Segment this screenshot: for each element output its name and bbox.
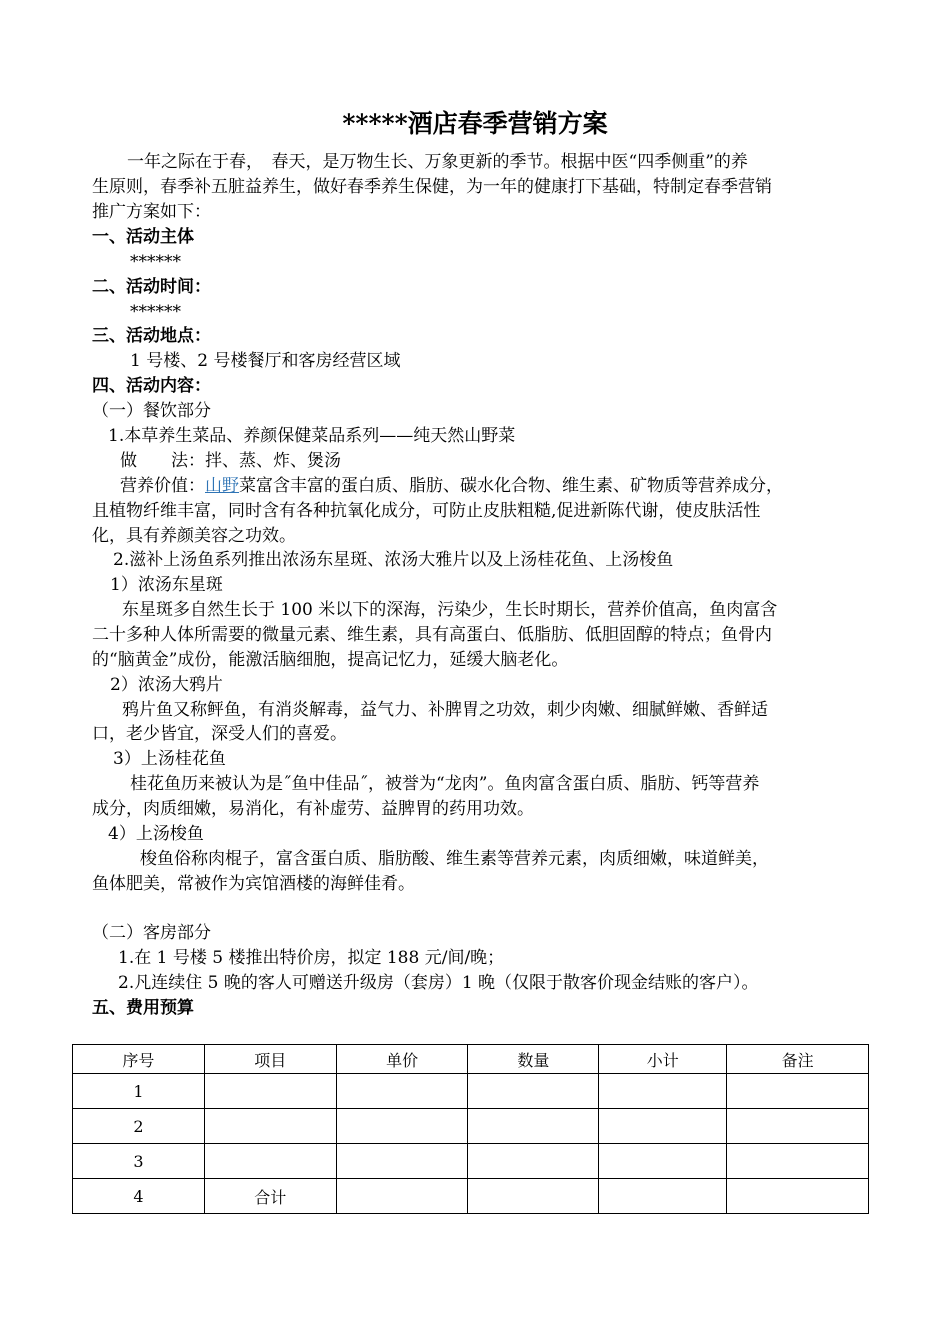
rooms-heading: （二）客房部分 — [92, 923, 211, 943]
fish-2-title: 2）浓汤大鸦片 — [110, 675, 223, 695]
catering-item-1-method: 做 法：拌、蒸、炸、煲汤 — [120, 451, 341, 471]
table-cell — [336, 1074, 468, 1109]
fish-4-line-1: 梭鱼俗称肉棍子，富含蛋白质、脂肪酸、维生素等营养元素，肉质细嫩，味道鲜美， — [140, 849, 769, 869]
shanye-link[interactable]: 山野 — [205, 476, 239, 496]
section-value-1: ****** — [130, 252, 181, 272]
header-cell-index: 序号 — [73, 1045, 205, 1074]
catering-item-1-value-line-2: 且植物纤维丰富，同时含有各种抗氧化成分，可防止皮肤粗糙,促进新陈代谢，使皮肤活性 — [92, 501, 761, 521]
table-cell — [468, 1109, 599, 1144]
budget-table — [72, 1044, 869, 1214]
fish-2-line-2: 口，老少皆宜，深受人们的喜爱。 — [92, 724, 347, 744]
table-cell — [468, 1144, 599, 1179]
section-heading-3: 三、活动地点： — [92, 326, 211, 346]
table-cell: 4 — [73, 1179, 205, 1214]
header-cell-remarks: 备注 — [727, 1045, 869, 1074]
section-heading-4: 四、活动内容： — [92, 376, 211, 396]
fish-1-line-2: 二十多种人体所需要的微量元素、维生素，具有高蛋白、低脂肪、低胆固醇的特点；鱼骨内 — [92, 625, 772, 645]
table-cell — [599, 1144, 727, 1179]
table-cell — [727, 1144, 869, 1179]
catering-heading: （一）餐饮部分 — [92, 401, 211, 421]
fish-3-line-2: 成分，肉质细嫩，易消化，有补虚劳、益脾胃的药用功效。 — [92, 799, 534, 819]
fish-2-line-1: 鸦片鱼又称鲆鱼，有消炎解毒，益气力、补脾胃之功效，刺少肉嫩、细腻鲜嫩、香鲜适 — [122, 700, 768, 720]
table-cell — [468, 1179, 599, 1214]
table-row — [73, 1074, 869, 1109]
table-cell — [204, 1144, 336, 1179]
table-cell — [727, 1074, 869, 1109]
catering-item-1-title: 1.本草养生菜品、养颜保健菜品系列——纯天然山野菜 — [108, 426, 516, 446]
header-cell-subtotal: 小计 — [599, 1045, 727, 1074]
table-cell — [204, 1109, 336, 1144]
table-cell: 合计 — [204, 1179, 336, 1214]
table-cell — [727, 1109, 869, 1144]
table-cell — [599, 1109, 727, 1144]
value-prefix: 营养价值： — [120, 476, 205, 496]
table-cell — [599, 1074, 727, 1109]
header-cell-item: 项目 — [204, 1045, 336, 1074]
table-cell: 2 — [73, 1109, 205, 1144]
fish-3-title: 3）上汤桂花鱼 — [113, 749, 226, 769]
table-cell — [336, 1179, 468, 1214]
table-cell — [336, 1144, 468, 1179]
section-value-3: 1 号楼、2 号楼餐厅和客房经营区域 — [130, 351, 401, 371]
intro-line-1: 一年之际在于春， 春天，是万物生长、万象更新的季节。根据中医“四季侧重”的养 — [127, 152, 748, 172]
table-row — [73, 1144, 869, 1179]
fish-4-line-2: 鱼体肥美，常被作为宾馆酒楼的海鲜佳肴。 — [92, 874, 415, 894]
table-header-row — [73, 1045, 869, 1074]
table-cell — [336, 1109, 468, 1144]
rooms-item-1: 1.在 1 号楼 5 楼推出特价房，拟定 188 元/间/晚； — [118, 948, 505, 968]
fish-1-title: 1）浓汤东星斑 — [110, 575, 223, 595]
catering-item-1-value-line-3: 化，具有养颜美容之功效。 — [92, 526, 296, 546]
header-cell-quantity: 数量 — [468, 1045, 599, 1074]
table-cell — [599, 1179, 727, 1214]
fish-4-title: 4）上汤梭鱼 — [108, 824, 204, 844]
table-row — [73, 1179, 869, 1214]
table-cell: 3 — [73, 1144, 205, 1179]
section-heading-2: 二、活动时间： — [92, 277, 211, 297]
header-cell-unit-price: 单价 — [336, 1045, 468, 1074]
intro-line-2: 生原则，春季补五脏益养生，做好春季养生保健，为一年的健康打下基础，特制定春季营销 — [92, 177, 772, 197]
section-heading-1: 一、活动主体 — [92, 227, 194, 247]
section-value-2: ****** — [130, 302, 181, 322]
value-rest: 菜富含丰富的蛋白质、脂肪、碳水化合物、维生素、矿物质等营养成分， — [239, 476, 783, 496]
fish-1-line-1: 东星斑多自然生长于 100 米以下的深海，污染少，生长时期长，营养价值高，鱼肉富含 — [122, 600, 778, 620]
section-heading-5: 五、费用预算 — [92, 998, 194, 1018]
table-row — [73, 1109, 869, 1144]
document-title: *****酒店春季营销方案 — [342, 109, 608, 138]
catering-item-2-title: 2.滋补上汤鱼系列推出浓汤东星斑、浓汤大雅片以及上汤桂花鱼、上汤梭鱼 — [113, 550, 674, 570]
fish-3-line-1: 桂花鱼历来被认为是˝鱼中佳品˝，被誉为“龙肉”。鱼肉富含蛋白质、脂肪、钙等营养 — [130, 774, 760, 794]
catering-item-1-value-line-1 — [120, 474, 783, 498]
fish-1-line-3: 的“脑黄金”成份，能激活脑细胞，提高记忆力，延缓大脑老化。 — [92, 650, 569, 670]
intro-line-3: 推广方案如下： — [92, 202, 211, 222]
rooms-item-2: 2.凡连续住 5 晚的客人可赠送升级房（套房）1 晚（仅限于散客价现金结账的客户）。 — [118, 973, 759, 993]
table-cell — [727, 1179, 869, 1214]
table-cell — [204, 1074, 336, 1109]
table-cell: 1 — [73, 1074, 205, 1109]
table-cell — [468, 1074, 599, 1109]
